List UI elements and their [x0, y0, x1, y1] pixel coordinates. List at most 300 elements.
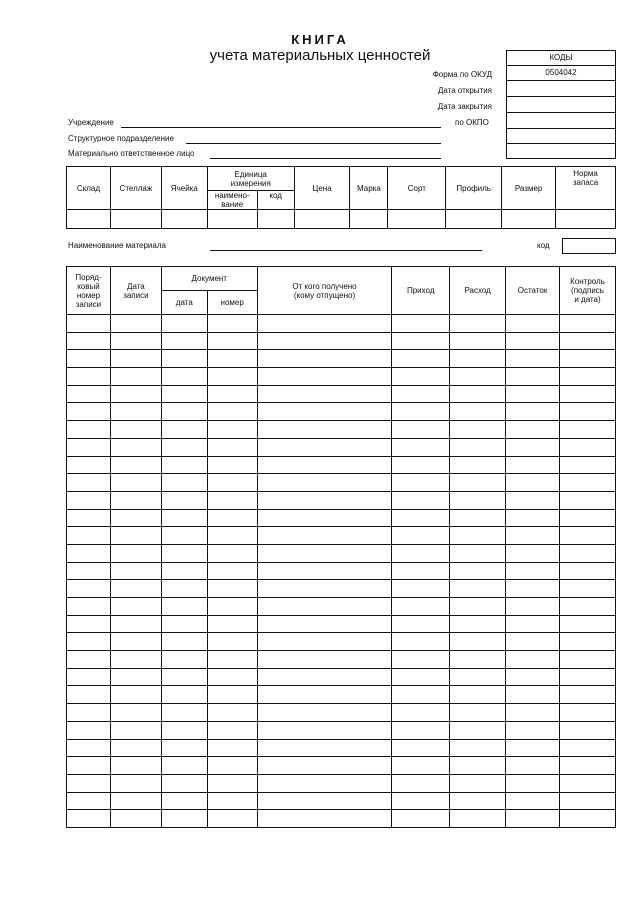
ledger-cell[interactable] [560, 633, 616, 651]
ledger-cell[interactable] [392, 721, 450, 739]
ledger-cell[interactable] [450, 403, 506, 421]
col-stellazh: Стеллаж [110, 167, 161, 210]
ledger-cell[interactable] [560, 615, 616, 633]
ledger-cell[interactable] [257, 739, 392, 757]
ledger-cell[interactable] [110, 385, 161, 403]
ledger-cell[interactable] [506, 544, 560, 562]
ledger-cell[interactable] [450, 368, 506, 386]
ledger-cell[interactable] [392, 438, 450, 456]
ledger-cell[interactable] [392, 332, 450, 350]
ledger-cell[interactable] [257, 668, 392, 686]
ledger-cell[interactable] [110, 757, 161, 775]
ledger-cell[interactable] [110, 474, 161, 492]
ledger-cell[interactable] [67, 403, 111, 421]
form-title: КНИГА [291, 32, 349, 47]
ledger-cell[interactable] [207, 385, 257, 403]
ledger-cell[interactable] [560, 491, 616, 509]
ledger-cell[interactable] [207, 438, 257, 456]
ledger-cell[interactable] [110, 438, 161, 456]
ledger-cell[interactable] [110, 562, 161, 580]
ledger-cell[interactable] [506, 562, 560, 580]
ledger-cell[interactable] [506, 774, 560, 792]
ledger-cell[interactable] [506, 527, 560, 545]
ledger-cell[interactable] [207, 580, 257, 598]
ledger-cell[interactable] [207, 491, 257, 509]
ledger-cell[interactable] [506, 651, 560, 669]
ledger-cell[interactable] [506, 509, 560, 527]
ledger-cell[interactable] [506, 810, 560, 828]
col-prihod: Приход [392, 267, 450, 315]
ledger-cell[interactable] [207, 527, 257, 545]
ledger-cell[interactable] [161, 633, 207, 651]
okpo-cell[interactable] [507, 112, 615, 129]
ledger-cell[interactable] [392, 421, 450, 439]
ledger-cell[interactable] [560, 368, 616, 386]
ledger-cell[interactable] [67, 385, 111, 403]
ledger-cell[interactable] [257, 562, 392, 580]
table-row [67, 456, 616, 474]
ledger-cell[interactable] [110, 368, 161, 386]
ledger-cell[interactable] [392, 704, 450, 722]
ledger-cell[interactable] [257, 438, 392, 456]
ledger-cell[interactable] [506, 792, 560, 810]
subdivision-line[interactable] [186, 143, 441, 144]
ledger-cell[interactable] [207, 403, 257, 421]
ledger-cell[interactable] [257, 350, 392, 368]
ledger-cell[interactable] [392, 668, 450, 686]
ledger-cell[interactable] [67, 368, 111, 386]
ledger-cell[interactable] [392, 315, 450, 333]
ledger-cell[interactable] [161, 686, 207, 704]
ledger-cell[interactable] [257, 368, 392, 386]
ledger-cell[interactable] [450, 580, 506, 598]
ledger-cell[interactable] [207, 721, 257, 739]
ledger-cell[interactable] [110, 774, 161, 792]
ledger-cell[interactable] [110, 421, 161, 439]
ledger-cell[interactable] [257, 774, 392, 792]
ledger-cell[interactable] [392, 456, 450, 474]
ledger-cell[interactable] [450, 421, 506, 439]
cell-unit-code[interactable] [257, 210, 294, 229]
ledger-cell[interactable] [207, 332, 257, 350]
ledger-cell[interactable] [161, 332, 207, 350]
ledger-cell[interactable] [257, 651, 392, 669]
ledger-cell[interactable] [110, 598, 161, 616]
ledger-cell[interactable] [161, 704, 207, 722]
ledger-cell[interactable] [110, 704, 161, 722]
ledger-cell[interactable] [450, 527, 506, 545]
col-ostatok: Остаток [506, 267, 560, 315]
cell-sklad[interactable] [67, 210, 111, 229]
ledger-cell[interactable] [392, 527, 450, 545]
ledger-cell[interactable] [67, 421, 111, 439]
ledger-cell[interactable] [450, 598, 506, 616]
ledger-cell[interactable] [506, 332, 560, 350]
ledger-cell[interactable] [257, 686, 392, 704]
cell-unit-name[interactable] [207, 210, 257, 229]
ledger-cell[interactable] [67, 562, 111, 580]
ledger-cell[interactable] [450, 774, 506, 792]
ledger-cell[interactable] [450, 721, 506, 739]
ledger-cell[interactable] [161, 562, 207, 580]
ledger-cell[interactable] [67, 633, 111, 651]
ledger-cell[interactable] [257, 704, 392, 722]
code-cell-1[interactable] [507, 128, 615, 144]
material-code-box[interactable] [562, 238, 616, 254]
ledger-cell[interactable] [392, 615, 450, 633]
ledger-cell[interactable] [392, 774, 450, 792]
institution-line[interactable] [121, 127, 441, 128]
ledger-cell[interactable] [392, 757, 450, 775]
ledger-cell[interactable] [392, 580, 450, 598]
ledger-cell[interactable] [161, 403, 207, 421]
ledger-cell[interactable] [392, 562, 450, 580]
ledger-cell[interactable] [257, 633, 392, 651]
ledger-cell[interactable] [110, 633, 161, 651]
ledger-cell[interactable] [392, 792, 450, 810]
ledger-cell[interactable] [257, 810, 392, 828]
ledger-cell[interactable] [257, 792, 392, 810]
ledger-cell[interactable] [110, 403, 161, 421]
ledger-cell[interactable] [392, 810, 450, 828]
ledger-cell[interactable] [450, 456, 506, 474]
ledger-cell[interactable] [392, 739, 450, 757]
ledger-cell[interactable] [207, 757, 257, 775]
ledger-cell[interactable] [161, 527, 207, 545]
ledger-cell[interactable] [506, 739, 560, 757]
ledger-cell[interactable] [560, 651, 616, 669]
ledger-cell[interactable] [67, 456, 111, 474]
ledger-cell[interactable] [257, 315, 392, 333]
ledger-cell[interactable] [506, 403, 560, 421]
ledger-cell[interactable] [257, 598, 392, 616]
ledger-cell[interactable] [67, 491, 111, 509]
ledger-cell[interactable] [67, 792, 111, 810]
ledger-cell[interactable] [207, 456, 257, 474]
ledger-cell[interactable] [560, 438, 616, 456]
ledger-cell[interactable] [110, 350, 161, 368]
ledger-cell[interactable] [110, 544, 161, 562]
col-entry-number [67, 267, 111, 315]
ledger-cell[interactable] [257, 332, 392, 350]
ledger-cell[interactable] [207, 598, 257, 616]
col-control-line2: (подпись [571, 286, 604, 295]
ledger-cell[interactable] [392, 474, 450, 492]
ledger-cell[interactable] [392, 651, 450, 669]
ledger-cell[interactable] [207, 792, 257, 810]
ledger-table [66, 266, 616, 828]
cell-razmer[interactable] [502, 210, 556, 229]
ledger-cell[interactable] [161, 774, 207, 792]
ledger-cell[interactable] [506, 686, 560, 704]
ledger-cell[interactable] [67, 598, 111, 616]
ledger-cell[interactable] [560, 580, 616, 598]
ledger-cell[interactable] [392, 633, 450, 651]
ledger-cell[interactable] [110, 456, 161, 474]
ledger-cell[interactable] [392, 509, 450, 527]
ledger-cell[interactable] [506, 580, 560, 598]
cell-stellazh[interactable] [110, 210, 161, 229]
ledger-cell[interactable] [560, 385, 616, 403]
ledger-cell[interactable] [161, 580, 207, 598]
ledger-cell[interactable] [450, 544, 506, 562]
ledger-cell[interactable] [161, 792, 207, 810]
cell-sort[interactable] [388, 210, 446, 229]
ledger-cell[interactable] [67, 350, 111, 368]
ledger-cell[interactable] [207, 774, 257, 792]
ledger-cell[interactable] [560, 527, 616, 545]
ledger-cell[interactable] [110, 580, 161, 598]
cell-profil[interactable] [446, 210, 502, 229]
ledger-cell[interactable] [161, 438, 207, 456]
ledger-cell[interactable] [207, 544, 257, 562]
ledger-cell[interactable] [450, 615, 506, 633]
ledger-cell[interactable] [450, 332, 506, 350]
ledger-cell[interactable] [110, 315, 161, 333]
ledger-cell[interactable] [450, 704, 506, 722]
ledger-cell[interactable] [161, 668, 207, 686]
ledger-cell[interactable] [506, 491, 560, 509]
ledger-cell[interactable] [207, 421, 257, 439]
cell-cena[interactable] [294, 210, 350, 229]
ledger-cell[interactable] [161, 368, 207, 386]
ledger-cell[interactable] [110, 491, 161, 509]
ledger-cell[interactable] [67, 615, 111, 633]
ledger-cell[interactable] [161, 474, 207, 492]
ledger-cell[interactable] [560, 810, 616, 828]
ledger-cell[interactable] [161, 739, 207, 757]
ledger-cell[interactable] [450, 350, 506, 368]
ledger-cell[interactable] [161, 598, 207, 616]
table-row [67, 651, 616, 669]
ledger-cell[interactable] [560, 562, 616, 580]
ledger-cell[interactable] [67, 332, 111, 350]
ledger-cell[interactable] [560, 704, 616, 722]
ledger-cell[interactable] [450, 651, 506, 669]
table-row [67, 774, 616, 792]
ledger-cell[interactable] [450, 810, 506, 828]
ledger-cell[interactable] [506, 421, 560, 439]
ledger-cell[interactable] [560, 792, 616, 810]
ledger-cell[interactable] [207, 651, 257, 669]
cell-yacheyka[interactable] [161, 210, 207, 229]
ledger-cell[interactable] [110, 668, 161, 686]
ledger-cell[interactable] [110, 509, 161, 527]
ledger-cell[interactable] [67, 721, 111, 739]
ledger-cell[interactable] [506, 368, 560, 386]
table-row [67, 474, 616, 492]
cell-norma[interactable] [556, 210, 616, 229]
ledger-cell[interactable] [110, 332, 161, 350]
ledger-cell[interactable] [67, 580, 111, 598]
ledger-cell[interactable] [506, 438, 560, 456]
ledger-cell[interactable] [257, 721, 392, 739]
ledger-cell[interactable] [506, 350, 560, 368]
ledger-cell[interactable] [110, 651, 161, 669]
table-row [67, 421, 616, 439]
ledger-cell[interactable] [506, 615, 560, 633]
ledger-cell[interactable] [207, 668, 257, 686]
col-from-whom-line1: От кого получено [292, 281, 357, 291]
ledger-cell[interactable] [67, 757, 111, 775]
ledger-cell[interactable] [67, 438, 111, 456]
ledger-cell[interactable] [207, 615, 257, 633]
ledger-cell[interactable] [506, 757, 560, 775]
ledger-cell[interactable] [560, 456, 616, 474]
ledger-cell[interactable] [506, 385, 560, 403]
ledger-cell[interactable] [560, 509, 616, 527]
ledger-cell[interactable] [506, 456, 560, 474]
ledger-cell[interactable] [67, 686, 111, 704]
ledger-cell[interactable] [257, 544, 392, 562]
ledger-cell[interactable] [560, 403, 616, 421]
ledger-cell[interactable] [207, 633, 257, 651]
ledger-cell[interactable] [207, 315, 257, 333]
ledger-cell[interactable] [257, 456, 392, 474]
ledger-cell[interactable] [161, 615, 207, 633]
ledger-cell[interactable] [67, 315, 111, 333]
ledger-cell[interactable] [506, 668, 560, 686]
ledger-cell[interactable] [450, 792, 506, 810]
ledger-cell[interactable] [560, 721, 616, 739]
ledger-cell[interactable] [257, 491, 392, 509]
ledger-cell[interactable] [161, 810, 207, 828]
ledger-cell[interactable] [161, 509, 207, 527]
ledger-cell[interactable] [161, 385, 207, 403]
ledger-cell[interactable] [560, 474, 616, 492]
ledger-cell[interactable] [67, 544, 111, 562]
ledger-cell[interactable] [450, 633, 506, 651]
ledger-cell[interactable] [161, 315, 207, 333]
ledger-cell[interactable] [560, 774, 616, 792]
ledger-cell[interactable] [110, 615, 161, 633]
ledger-cell[interactable] [207, 350, 257, 368]
ledger-cell[interactable] [450, 491, 506, 509]
ledger-cell[interactable] [67, 509, 111, 527]
ledger-cell[interactable] [392, 403, 450, 421]
ledger-cell[interactable] [392, 686, 450, 704]
ledger-cell[interactable] [450, 757, 506, 775]
ledger-cell[interactable] [506, 721, 560, 739]
ledger-cell[interactable] [560, 332, 616, 350]
ledger-cell[interactable] [450, 509, 506, 527]
ledger-cell[interactable] [207, 562, 257, 580]
ledger-cell[interactable] [67, 474, 111, 492]
ledger-cell[interactable] [506, 474, 560, 492]
ledger-cell[interactable] [161, 350, 207, 368]
ledger-cell[interactable] [560, 757, 616, 775]
ledger-cell[interactable] [110, 810, 161, 828]
col-from-whom-line2: (кому отпущено) [293, 290, 356, 300]
ledger-cell[interactable] [560, 421, 616, 439]
col-norma-line2: запаса [572, 178, 599, 187]
ledger-cell[interactable] [450, 315, 506, 333]
ledger-cell[interactable] [207, 474, 257, 492]
ledger-cell[interactable] [207, 686, 257, 704]
close-date-cell[interactable] [507, 96, 615, 113]
ledger-cell[interactable] [450, 686, 506, 704]
ledger-cell[interactable] [257, 615, 392, 633]
ledger-cell[interactable] [257, 403, 392, 421]
ledger-cell[interactable] [560, 315, 616, 333]
ledger-cell[interactable] [67, 774, 111, 792]
responsible-line[interactable] [210, 158, 441, 159]
ledger-cell[interactable] [257, 509, 392, 527]
ledger-cell[interactable] [110, 721, 161, 739]
ledger-cell[interactable] [207, 368, 257, 386]
ledger-cell[interactable] [506, 315, 560, 333]
ledger-cell[interactable] [560, 686, 616, 704]
ledger-cell[interactable] [161, 721, 207, 739]
ledger-cell[interactable] [161, 456, 207, 474]
ledger-cell[interactable] [67, 527, 111, 545]
ledger-cell[interactable] [392, 350, 450, 368]
ledger-cell[interactable] [67, 651, 111, 669]
ledger-cell[interactable] [560, 598, 616, 616]
ledger-cell[interactable] [560, 544, 616, 562]
ledger-cell[interactable] [67, 704, 111, 722]
ledger-cell[interactable] [207, 704, 257, 722]
ledger-cell[interactable] [161, 421, 207, 439]
code-cell-2[interactable] [507, 143, 615, 159]
ledger-cell[interactable] [257, 757, 392, 775]
ledger-cell[interactable] [257, 421, 392, 439]
ledger-cell[interactable] [110, 527, 161, 545]
table-row [67, 491, 616, 509]
ledger-cell[interactable] [67, 810, 111, 828]
col-entry-number-line2: ковый [77, 281, 100, 291]
cell-marka[interactable] [350, 210, 388, 229]
material-name-line[interactable] [210, 250, 482, 251]
ledger-cell[interactable] [161, 491, 207, 509]
ledger-cell[interactable] [392, 368, 450, 386]
ledger-cell[interactable] [506, 633, 560, 651]
ledger-cell[interactable] [257, 527, 392, 545]
ledger-cell[interactable] [257, 580, 392, 598]
ledger-cell[interactable] [450, 562, 506, 580]
ledger-cell[interactable] [392, 544, 450, 562]
ledger-cell[interactable] [110, 739, 161, 757]
ledger-cell[interactable] [110, 686, 161, 704]
ledger-cell[interactable] [560, 739, 616, 757]
open-date-cell[interactable] [507, 80, 615, 97]
ledger-cell[interactable] [67, 668, 111, 686]
ledger-cell[interactable] [450, 668, 506, 686]
ledger-cell[interactable] [392, 598, 450, 616]
ledger-cell[interactable] [257, 385, 392, 403]
ledger-cell[interactable] [392, 385, 450, 403]
ledger-cell[interactable] [110, 792, 161, 810]
ledger-cell[interactable] [67, 739, 111, 757]
ledger-cell[interactable] [207, 509, 257, 527]
ledger-cell[interactable] [506, 598, 560, 616]
ledger-cell[interactable] [506, 704, 560, 722]
ledger-cell[interactable] [257, 474, 392, 492]
ledger-cell[interactable] [392, 491, 450, 509]
ledger-cell[interactable] [450, 438, 506, 456]
ledger-cell[interactable] [450, 385, 506, 403]
ledger-cell[interactable] [161, 651, 207, 669]
col-unit-line2: измерения [230, 178, 271, 188]
ledger-cell[interactable] [450, 739, 506, 757]
ledger-cell[interactable] [560, 668, 616, 686]
ledger-cell[interactable] [450, 474, 506, 492]
ledger-cell[interactable] [161, 544, 207, 562]
ledger-cell[interactable] [207, 739, 257, 757]
ledger-cell[interactable] [207, 810, 257, 828]
ledger-cell[interactable] [161, 757, 207, 775]
ledger-cell[interactable] [560, 350, 616, 368]
